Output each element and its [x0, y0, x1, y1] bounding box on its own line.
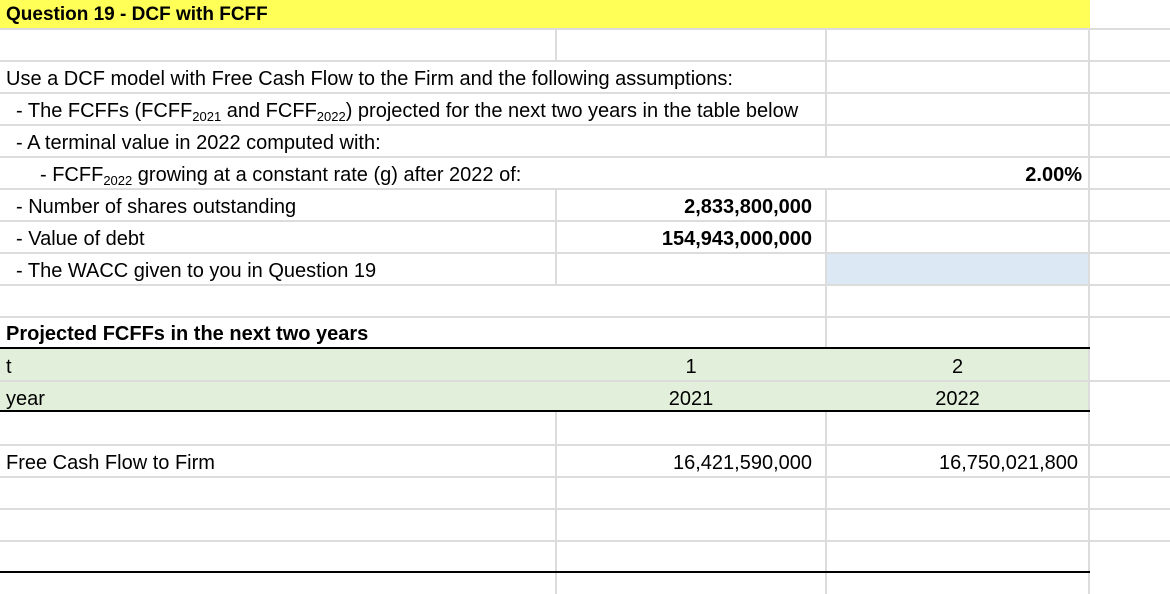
assumption-fcff-part3: ) projected for the next two years in the table below: [345, 100, 799, 122]
assumption-fcff-part2: and FCFF: [221, 100, 317, 122]
t-label: t: [6, 356, 12, 378]
assumption-fcff-part1: - The FCFFs (FCFF: [16, 100, 193, 122]
year-label: year: [6, 388, 45, 410]
assumption-growth-sub1: 2022: [103, 173, 133, 188]
intro-text: Use a DCF model with Free Cash Flow to the Firm and the following assumptions:: [6, 68, 733, 90]
assumption-fcff-sub2: 2022: [316, 109, 346, 124]
fcff-value-2022[interactable]: 16,750,021,800: [938, 452, 1078, 474]
assumption-growth: [40, 162, 521, 188]
wacc-label: - The WACC given to you in Question 19: [16, 260, 377, 282]
assumption-growth-part1: - FCFF: [40, 164, 104, 186]
assumption-fcff: [16, 98, 798, 124]
wacc-input-cell[interactable]: [826, 253, 1088, 285]
year-value-2[interactable]: 2022: [935, 388, 980, 410]
table-bottom-rule: [0, 571, 1090, 573]
debt-label: - Value of debt: [16, 228, 145, 250]
fcff-value-2021[interactable]: 16,421,590,000: [672, 452, 812, 474]
assumption-terminal: - A terminal value in 2022 computed with:: [16, 132, 381, 154]
t-value-2[interactable]: 2: [951, 356, 964, 378]
page-title: Question 19 - DCF with FCFF: [6, 4, 268, 25]
table-heading: Projected FCFFs in the next two years: [6, 323, 369, 345]
assumption-fcff-sub1: 2021: [192, 109, 222, 124]
fcff-label: Free Cash Flow to Firm: [6, 452, 215, 474]
year-value-1[interactable]: 2021: [668, 388, 714, 410]
growth-rate-value[interactable]: 2.00%: [1025, 164, 1082, 186]
table-top-rule: [0, 347, 1090, 349]
shares-label: - Number of shares outstanding: [16, 196, 297, 218]
debt-value[interactable]: 154,943,000,000: [661, 228, 812, 250]
assumption-growth-part2: growing at a constant rate (g) after 2022 of:: [132, 164, 522, 186]
t-value-1[interactable]: 1: [685, 356, 697, 378]
shares-value[interactable]: 2,833,800,000: [684, 196, 812, 218]
